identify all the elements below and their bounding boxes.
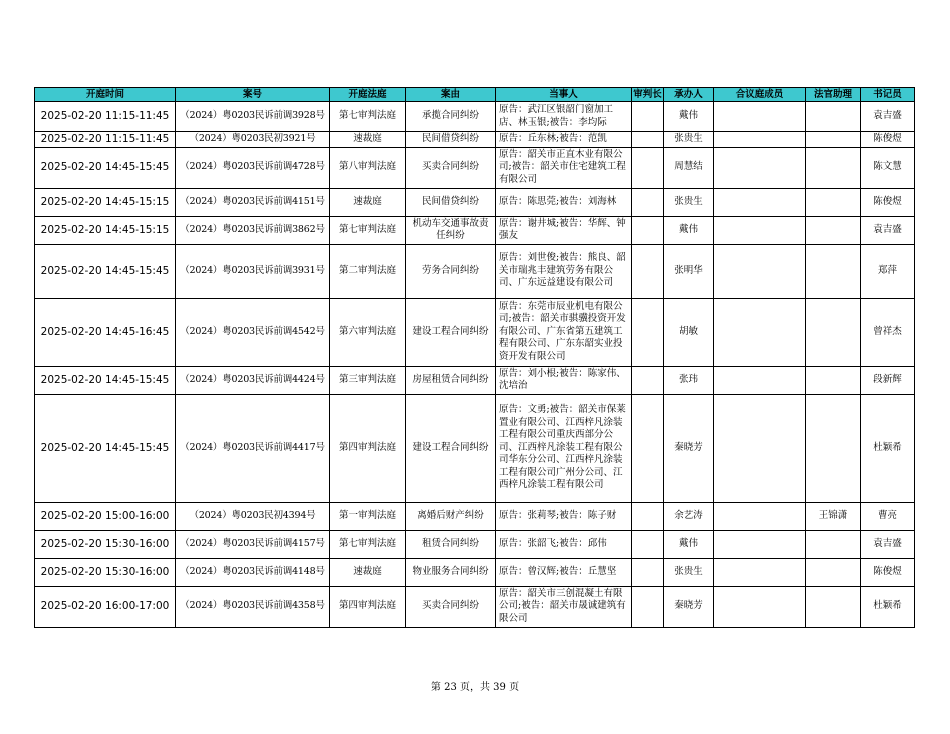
header-clerk: 书记员 [861, 88, 915, 102]
cell-cause: 买卖合同纠纷 [406, 586, 496, 627]
table-header-row [35, 88, 915, 102]
cell-presiding [632, 188, 664, 216]
header-presiding: 审判长 [633, 88, 662, 100]
cell-clerk: 曹亮 [861, 502, 915, 530]
cell-clerk: 陈俊煜 [861, 132, 915, 148]
cell-presiding [632, 298, 664, 366]
cell-parties: 原告：张韶飞;被告：邱伟 [496, 530, 632, 558]
cell-undertaker: 秦晓芳 [664, 394, 714, 502]
cell-case-no: （2024）粤0203民初4394号 [176, 502, 330, 530]
table-row [35, 298, 915, 366]
cell-court: 第四审判法庭 [330, 394, 406, 502]
cell-clerk: 袁吉盛 [861, 530, 915, 558]
table-row [35, 530, 915, 558]
cell-time: 2025-02-20 14:45-15:15 [35, 188, 176, 216]
cell-cause: 租赁合同纠纷 [406, 530, 496, 558]
header-undertaker: 承办人 [664, 88, 714, 102]
cell-clerk: 郑萍 [861, 244, 915, 298]
cell-assistant [806, 244, 861, 298]
cell-parties: 原告：谢井城;被告：华辉、钟强友 [496, 216, 632, 244]
cell-case-no: （2024）粤0203民诉前调4358号 [176, 586, 330, 627]
cell-presiding [632, 216, 664, 244]
cell-court: 第八审判法庭 [330, 147, 406, 188]
cell-clerk: 杜颖希 [861, 586, 915, 627]
cell-presiding [632, 502, 664, 530]
cell-assistant [806, 188, 861, 216]
cell-panel [714, 366, 806, 394]
header-parties: 当事人 [496, 88, 632, 102]
cell-court: 速裁庭 [330, 558, 406, 586]
cell-court: 第七审判法庭 [330, 102, 406, 132]
cell-time: 2025-02-20 15:30-16:00 [35, 530, 176, 558]
cell-presiding [632, 132, 664, 148]
table-row [35, 102, 915, 132]
cell-case-no: （2024）粤0203民诉前调4542号 [176, 298, 330, 366]
cell-assistant [806, 132, 861, 148]
cell-panel [714, 298, 806, 366]
cell-cause: 承揽合同纠纷 [406, 102, 496, 132]
cell-parties: 原告：曾汉辉;被告：丘慧坚 [496, 558, 632, 586]
cell-presiding [632, 530, 664, 558]
cell-time: 2025-02-20 14:45-15:15 [35, 216, 176, 244]
cell-clerk: 段新辉 [861, 366, 915, 394]
cell-parties: 原告：文勇;被告：韶关市保莱置业有限公司、江西梓凡涂装工程有限公司重庆西部分公司、江西梓凡涂装工程有限公司华东分公司、江西梓凡涂装工程有限公司广州分公司、江西梓凡涂装工程有限公司 [496, 394, 632, 502]
cell-time: 2025-02-20 14:45-15:45 [35, 366, 176, 394]
cell-presiding [632, 147, 664, 188]
cell-parties: 原告：刘世俊;被告：熊良、韶关市瑞兆丰建筑劳务有限公司、广东远益建设有限公司 [496, 244, 632, 298]
page-number: 第 23 页，共 39 页 [430, 682, 520, 693]
cell-cause: 民间借贷纠纷 [406, 188, 496, 216]
cell-cause: 民间借贷纠纷 [406, 132, 496, 148]
table-row [35, 558, 915, 586]
cell-case-no: （2024）粤0203民诉前调3931号 [176, 244, 330, 298]
cell-court: 第二审判法庭 [330, 244, 406, 298]
cell-presiding [632, 366, 664, 394]
cell-cause: 机动车交通事故责任纠纷 [406, 216, 496, 244]
cell-presiding [632, 244, 664, 298]
header-assistant: 法官助理 [806, 88, 861, 102]
cell-case-no: （2024）粤0203民诉前调3862号 [176, 216, 330, 244]
cell-case-no: （2024）粤0203民诉前调4424号 [176, 366, 330, 394]
cell-panel [714, 132, 806, 148]
cell-panel [714, 102, 806, 132]
cell-court: 第四审判法庭 [330, 586, 406, 627]
cell-parties: 原告：武江区银韶门窗加工店、林玉银;被告：李均际 [496, 102, 632, 132]
cell-assistant [806, 586, 861, 627]
cell-cause: 买卖合同纠纷 [406, 147, 496, 188]
cell-assistant [806, 394, 861, 502]
cell-clerk: 陈文慧 [861, 147, 915, 188]
cell-clerk: 袁吉盛 [861, 216, 915, 244]
cell-time: 2025-02-20 14:45-15:45 [35, 394, 176, 502]
cell-court: 第七审判法庭 [330, 530, 406, 558]
cell-time: 2025-02-20 14:45-15:45 [35, 147, 176, 188]
cell-panel [714, 558, 806, 586]
cell-parties: 原告：刘小根;被告：陈家伟、沈培治 [496, 366, 632, 394]
table-row [35, 586, 915, 627]
cell-undertaker: 张贵生 [664, 188, 714, 216]
cell-cause: 物业服务合同纠纷 [406, 558, 496, 586]
cell-case-no: （2024）粤0203民诉前调4417号 [176, 394, 330, 502]
table-row [35, 132, 915, 148]
table-row [35, 502, 915, 530]
table-row [35, 216, 915, 244]
cell-parties: 原告：韶关市正直木业有限公司;被告：韶关市住宅建筑工程有限公司 [496, 147, 632, 188]
cell-undertaker: 秦晓芳 [664, 586, 714, 627]
cell-presiding [632, 586, 664, 627]
cell-undertaker: 周慧结 [664, 147, 714, 188]
cell-undertaker: 张贵生 [664, 558, 714, 586]
table-row [35, 244, 915, 298]
cell-assistant [806, 216, 861, 244]
cell-undertaker: 张明华 [664, 244, 714, 298]
cell-panel [714, 244, 806, 298]
header-cause: 案由 [406, 88, 496, 102]
cell-parties: 原告：张莉琴;被告：陈子财 [496, 502, 632, 530]
cell-time: 2025-02-20 15:30-16:00 [35, 558, 176, 586]
cell-assistant [806, 102, 861, 132]
cell-clerk: 袁吉盛 [861, 102, 915, 132]
cell-assistant [806, 558, 861, 586]
cell-cause: 建设工程合同纠纷 [406, 394, 496, 502]
cell-court: 速裁庭 [330, 132, 406, 148]
header-panel: 合议庭成员 [714, 88, 806, 102]
header-court: 开庭法庭 [330, 88, 406, 102]
cell-undertaker: 张玮 [664, 366, 714, 394]
cell-time: 2025-02-20 14:45-16:45 [35, 298, 176, 366]
cell-time: 2025-02-20 14:45-15:45 [35, 244, 176, 298]
cell-undertaker: 胡敏 [664, 298, 714, 366]
cell-case-no: （2024）粤0203民诉前调3928号 [176, 102, 330, 132]
cell-parties: 原告：韶关市三创混凝土有限公司;被告：韶关市晟诚建筑有限公司 [496, 586, 632, 627]
table-row [35, 394, 915, 502]
cell-clerk: 陈俊煜 [861, 558, 915, 586]
cell-assistant [806, 298, 861, 366]
hearing-schedule-table [34, 87, 915, 628]
cell-parties: 原告：丘东林;被告：范凯 [496, 132, 632, 148]
cell-panel [714, 216, 806, 244]
cell-time: 2025-02-20 11:15-11:45 [35, 132, 176, 148]
cell-presiding [632, 394, 664, 502]
cell-undertaker: 戴伟 [664, 216, 714, 244]
cell-time: 2025-02-20 15:00-16:00 [35, 502, 176, 530]
cell-clerk: 陈俊煜 [861, 188, 915, 216]
cell-undertaker: 戴伟 [664, 530, 714, 558]
cell-cause: 劳务合同纠纷 [406, 244, 496, 298]
cell-case-no: （2024）粤0203民诉前调4157号 [176, 530, 330, 558]
cell-assistant [806, 366, 861, 394]
header-case-no: 案号 [176, 88, 330, 102]
cell-clerk: 曾祥杰 [861, 298, 915, 366]
cell-case-no: （2024）粤0203民诉前调4148号 [176, 558, 330, 586]
table-row [35, 188, 915, 216]
cell-clerk: 杜颖希 [861, 394, 915, 502]
cell-panel [714, 502, 806, 530]
cell-panel [714, 394, 806, 502]
cell-assistant [806, 147, 861, 188]
table-row [35, 366, 915, 394]
cell-presiding [632, 558, 664, 586]
cell-assistant: 王锦潇 [806, 502, 861, 530]
cell-cause: 离婚后财产纠纷 [406, 502, 496, 530]
cell-time: 2025-02-20 16:00-17:00 [35, 586, 176, 627]
cell-court: 第三审判法庭 [330, 366, 406, 394]
cell-panel [714, 188, 806, 216]
cell-undertaker: 戴伟 [664, 102, 714, 132]
cell-time: 2025-02-20 11:15-11:45 [35, 102, 176, 132]
cell-case-no: （2024）粤0203民诉前调4151号 [176, 188, 330, 216]
cell-case-no: （2024）粤0203民诉前调4728号 [176, 147, 330, 188]
cell-panel [714, 586, 806, 627]
cell-parties: 原告：陈思莞;被告：刘海林 [496, 188, 632, 216]
cell-panel [714, 530, 806, 558]
cell-court: 第六审判法庭 [330, 298, 406, 366]
cell-cause: 房屋租赁合同纠纷 [406, 366, 496, 394]
cell-case-no: （2024）粤0203民初3921号 [176, 132, 330, 148]
table-row [35, 147, 915, 188]
cell-assistant [806, 530, 861, 558]
cell-undertaker: 余艺涛 [664, 502, 714, 530]
cell-cause: 建设工程合同纠纷 [406, 298, 496, 366]
cell-court: 第一审判法庭 [330, 502, 406, 530]
cell-court: 速裁庭 [330, 188, 406, 216]
cell-presiding [632, 102, 664, 132]
cell-panel [714, 147, 806, 188]
cell-undertaker: 张贵生 [664, 132, 714, 148]
header-time: 开庭时间 [35, 88, 176, 102]
cell-parties: 原告：东莞市辰业机电有限公司;被告：韶关市骐骥投资开发有限公司、广东省第五建筑工程有限公司、广东东韶实业投资开发有限公司 [496, 298, 632, 366]
cell-court: 第七审判法庭 [330, 216, 406, 244]
